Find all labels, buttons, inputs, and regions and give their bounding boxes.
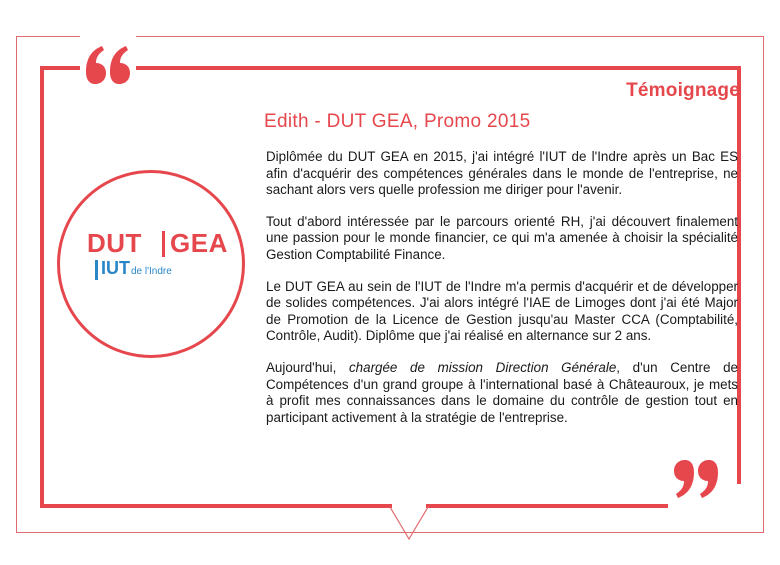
- logo-indre: de l'Indre: [131, 266, 172, 277]
- open-quote-icon: [80, 30, 136, 100]
- frame-left-bar: [40, 66, 44, 508]
- testimonial-body: [266, 149, 738, 441]
- frame-bottom-left-bar: [40, 504, 392, 508]
- paragraph-4-start: Aujourd'hui,: [266, 359, 349, 375]
- paragraph-2: Tout d'abord intéressée par le parcours orienté RH, j'ai découvert finalement une passion pour le monde financier, ce qui m'a amenée à choisir la spécialité Gestion Comptabilité Finance.: [266, 213, 738, 262]
- paragraph-4-end: , d'un Centre de Compétences d'un grand groupe à l'international basé à Châteauroux, je mets à profit mes connaissances dans le domaine du contrôle de gestion tout en participant activement à la stratégie de l'entreprise.: [266, 359, 739, 425]
- frame-top-right-bar: [136, 66, 741, 70]
- paragraph-3: Le DUT GEA au sein de l'IUT de l'Indre m'a permis d'acquérir et de développer de solides compétences. J'ai alors intégré l'IAE de Limoges dont j'ai été Major de Promotion de la Licence de Gestion jusqu'au Master CCA (Comptabilité, Contrôle, Audit). Diplôme que j'ai réalisé en alternance sur 2 ans.: [266, 278, 738, 344]
- logo-divider: [162, 231, 165, 257]
- header-label: Témoignage: [626, 80, 740, 101]
- paragraph-4-role: chargée de mission Direction Générale: [348, 359, 617, 375]
- logo-iut-bar: [95, 260, 98, 280]
- paragraph-4: [266, 360, 738, 426]
- frame-top-left-bar: [40, 66, 80, 70]
- logo-circle: [57, 170, 245, 358]
- close-quote-icon: [668, 450, 724, 520]
- logo-gea: GEA: [170, 228, 228, 258]
- speech-pointer-icon: [388, 505, 430, 541]
- logo-iut: IUT: [101, 258, 130, 278]
- frame-bottom-right-bar: [426, 504, 668, 508]
- logo-dut: DUT: [87, 228, 142, 258]
- subtitle: Edith - DUT GEA, Promo 2015: [264, 111, 531, 132]
- paragraph-1: Diplômée du DUT GEA en 2015, j'ai intégré l'IUT de l'Indre après un Bac ES afin d'acquérir des compétences générales dans le monde de l'entreprise, ne sachant alors vers quelle profession me diriger pour l'avenir.: [266, 149, 738, 198]
